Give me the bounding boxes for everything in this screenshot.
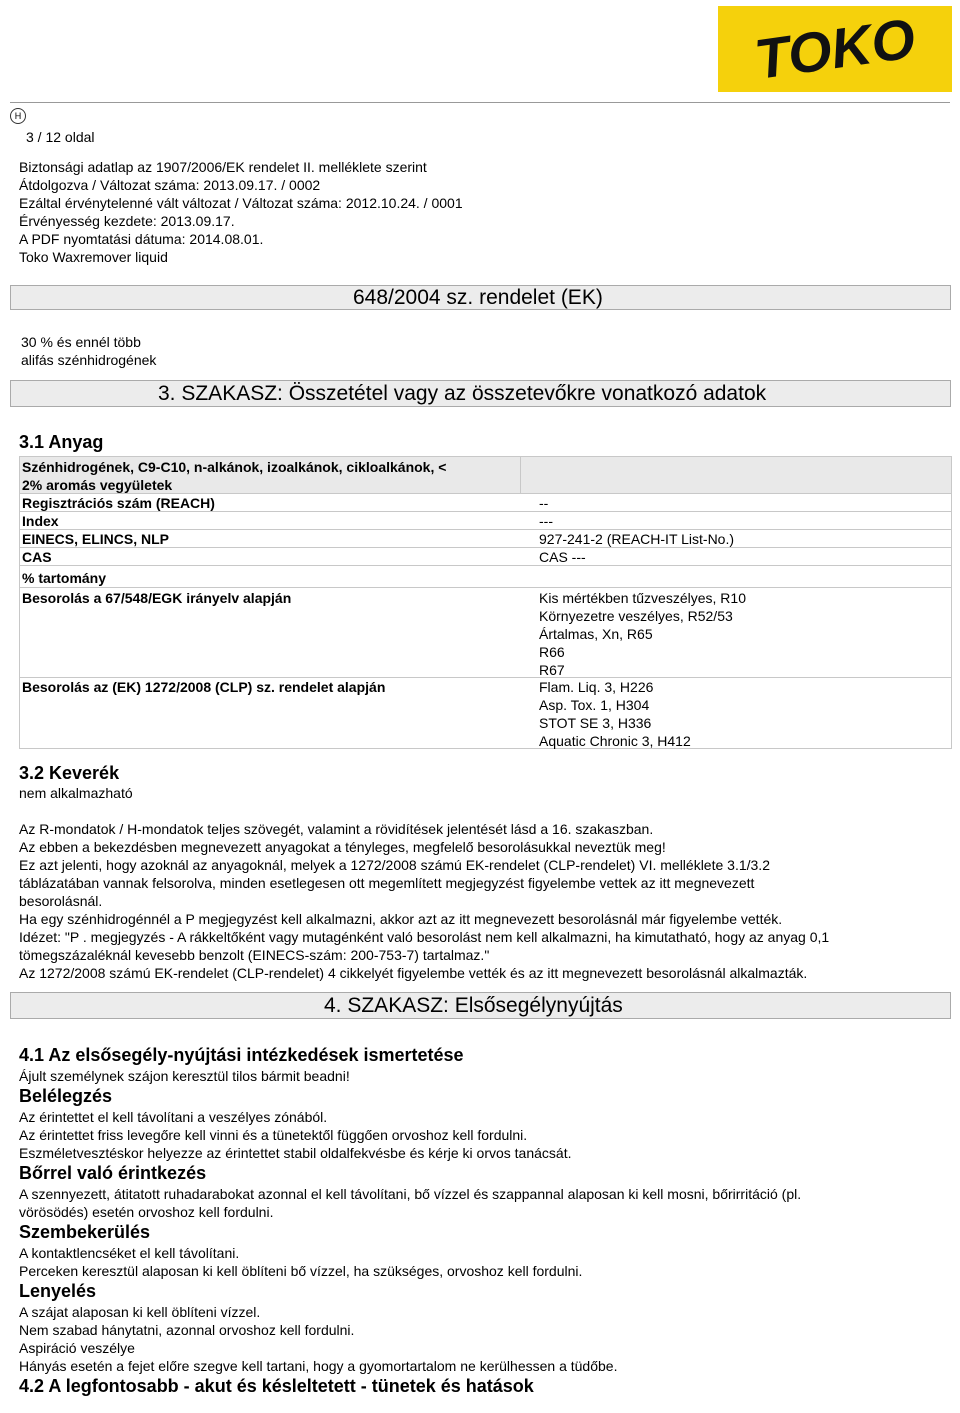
table-row-value: --- [539, 513, 553, 529]
substance-name-line: 2% aromás vegyületek [22, 477, 173, 493]
clp-value: Aquatic Chronic 3, H412 [539, 733, 691, 749]
dsd-values [539, 589, 746, 679]
note-line: Az ebben a bekezdésben megnevezett anyagokat a tényleges, megfelelő besorolásukkal neveztük meg! [19, 839, 666, 855]
table-row-label: CAS [22, 549, 52, 565]
table-row [20, 547, 951, 566]
ingestion-line: A szájat alaposan ki kell öblíteni vízzel. [19, 1304, 261, 1320]
section3-title: 3. SZAKASZ: Összetétel vagy az összetevőkre vonatkozó adatok [158, 382, 767, 405]
clp-value: Asp. Tox. 1, H304 [539, 697, 650, 713]
page-number: 3 / 12 oldal [26, 129, 95, 145]
table-row-label: % tartomány [22, 570, 107, 586]
substance-name-row [20, 457, 951, 493]
toko-logo-graphic [718, 6, 952, 92]
table-row-label: Index [22, 513, 59, 529]
regulation-note-line: alifás szénhidrogének [21, 352, 157, 368]
header-line: A PDF nyomtatási dátuma: 2014.08.01. [19, 231, 264, 247]
dsd-value: R66 [539, 644, 565, 660]
skin-contact-line: A szennyezett, átitatott ruhadarabokat azonnal el kell távolítani, bő vízzel és szappannal alaposan ki kell mosni, bőrirritáció (pl. [19, 1186, 802, 1202]
section3-1-heading: 3.1 Anyag [19, 432, 104, 452]
clp-value: STOT SE 3, H336 [539, 715, 652, 731]
note-line: Az R-mondatok / H-mondatok teljes szövegét, valamint a rövidítések jelentését lásd a 16. szakaszban. [19, 821, 654, 837]
section4-title-box [10, 992, 951, 1019]
language-badge [10, 108, 26, 124]
header-meta [19, 158, 463, 266]
regulation-heading-box [10, 285, 951, 310]
eye-contact-heading: Szembekerülés [19, 1222, 151, 1242]
table-row [20, 565, 951, 588]
note-line: táblázatában vannak felsorolva, minden esetlegesen ott megemlített megjegyzést figyelembe vettek az itt megnevezett [19, 875, 755, 891]
inhalation-line: Az érintettet el kell távolítani a veszélyes zónából. [19, 1109, 328, 1125]
table-row-value: 927-241-2 (REACH-IT List-No.) [539, 531, 735, 547]
ingestion-line: Aspiráció veszélye [19, 1340, 135, 1356]
skin-contact-line: vörösödés) esetén orvoshoz kell fordulni. [19, 1204, 274, 1220]
skin-contact-text [19, 1185, 801, 1221]
skin-contact-heading: Bőrrel való érintkezés [19, 1163, 207, 1183]
note-line: tömegszázaléknál kevesebb benzolt (EINECS-szám: 200-753-7) tartalmaz." [19, 947, 490, 963]
first-aid-intro: Ájult személynek szájon keresztül tilos bármit beadni! [19, 1068, 350, 1084]
table-row [20, 493, 951, 512]
ingestion-line: Hányás esetén a fejet előre szegve kell tartani, hogy a gyomortartalom ne kerülhessen a tüdőbe. [19, 1358, 618, 1374]
note-line: Az 1272/2008 számú EK-rendelet (CLP-rendelet) 4 cikkelyét figyelembe vették és az itt megnevezett besorolásnál alkalmazták. [19, 965, 808, 981]
product-name: Toko Waxremover liquid [19, 249, 168, 265]
header-divider [10, 102, 950, 103]
regulation-heading: 648/2004 sz. rendelet (EK) [353, 286, 603, 309]
substance-name-line: Szénhidrogének, C9-C10, n-alkánok, izoalkánok, cikloalkánok, < [22, 459, 447, 475]
table-row-value: -- [539, 495, 549, 511]
table-row [20, 529, 951, 548]
ingestion-heading: Lenyelés [19, 1281, 97, 1301]
ingestion-line: Nem szabad hánytatni, azonnal orvoshoz kell fordulni. [19, 1322, 355, 1338]
regulation-note-line: 30 % és ennél több [21, 334, 141, 350]
clp-value: Flam. Liq. 3, H226 [539, 679, 654, 695]
note-line: Ez azt jelenti, hogy azoknál az anyagoknál, melyek a 1272/2008 számú EK-rendelet (CLP-rendelet) VI. melléklete 3.1/3.2 [19, 857, 770, 873]
table-row-value: CAS --- [539, 549, 586, 565]
section4-2-heading: 4.2 A legfontosabb - akut és késleltetett - tünetek és hatások [19, 1376, 534, 1396]
inhalation-text [19, 1108, 571, 1162]
dsd-value: Környezetre veszélyes, R52/53 [539, 608, 733, 624]
dsd-label: Besorolás a 67/548/EGK irányelv alapján [22, 590, 292, 606]
dsd-value: Ártalmas, Xn, R65 [539, 626, 653, 642]
note-line: Idézet: "P . megjegyzés - A rákkeltőként vagy mutagénként való besorolást nem kell alkalmazni, ha kimutatható, hogy az anyag 0,1 [19, 929, 830, 945]
header-line: Átdolgozva / Változat száma: 2013.09.17. / 0002 [19, 177, 321, 193]
section3-2-heading: 3.2 Keverék [19, 763, 120, 783]
table-row-label: EINECS, ELINCS, NLP [22, 531, 170, 547]
dsd-classification-row [20, 587, 951, 678]
section4-1-heading: 4.1 Az elsősegély-nyújtási intézkedések ismertetése [19, 1045, 464, 1065]
toko-logo [718, 6, 952, 92]
eye-contact-text [19, 1244, 582, 1280]
eye-contact-line: A kontaktlencséket el kell távolítani. [19, 1245, 240, 1261]
dsd-value: Kis mértékben tűzveszélyes, R10 [539, 590, 746, 606]
eye-contact-line: Perceken keresztül alaposan ki kell öblíteni bő vízzel, ha szükséges, orvoshoz kell fordulni. [19, 1263, 583, 1279]
section3-notes [19, 820, 829, 982]
table-divider [520, 457, 521, 493]
inhalation-line: Eszméletvesztéskor helyezze az érintettet stabil oldalfekvésbe és kérje ki orvos tanácsát. [19, 1145, 572, 1161]
section3-2-text: nem alkalmazható [19, 785, 133, 801]
header-line: Érvényesség kezdete: 2013.09.17. [19, 213, 235, 229]
regulation-note [21, 333, 156, 369]
section4-title: 4. SZAKASZ: Elsősegélynyújtás [324, 994, 623, 1017]
inhalation-line: Az érintettet friss levegőre kell vinni és a tünetektől függően orvoshoz kell fordulni. [19, 1127, 528, 1143]
table-row-label: Regisztrációs szám (REACH) [22, 495, 215, 511]
dsd-value: R67 [539, 662, 565, 678]
clp-classification-row [20, 677, 951, 749]
section3-title-box [10, 380, 951, 407]
header-line: Ezáltal érvénytelenné vált változat / Változat száma: 2012.10.24. / 0001 [19, 195, 463, 211]
language-code: H [14, 111, 22, 121]
table-row [20, 511, 951, 530]
clp-values [539, 678, 691, 750]
note-line: Ha egy szénhidrogénnél a P megjegyzést kell alkalmazni, akkor azt az itt megnevezett besorolásnál már figyelembe vették. [19, 911, 783, 927]
ingestion-text [19, 1303, 617, 1375]
toko-logo-text: TOKO [750, 6, 919, 91]
note-line: besorolásnál. [19, 893, 103, 909]
substance-table [19, 456, 952, 749]
header-line: Biztonsági adatlap az 1907/2006/EK rendelet II. melléklete szerint [19, 159, 427, 175]
inhalation-heading: Belélegzés [19, 1086, 113, 1106]
clp-label: Besorolás az (EK) 1272/2008 (CLP) sz. rendelet alapján [22, 679, 386, 695]
